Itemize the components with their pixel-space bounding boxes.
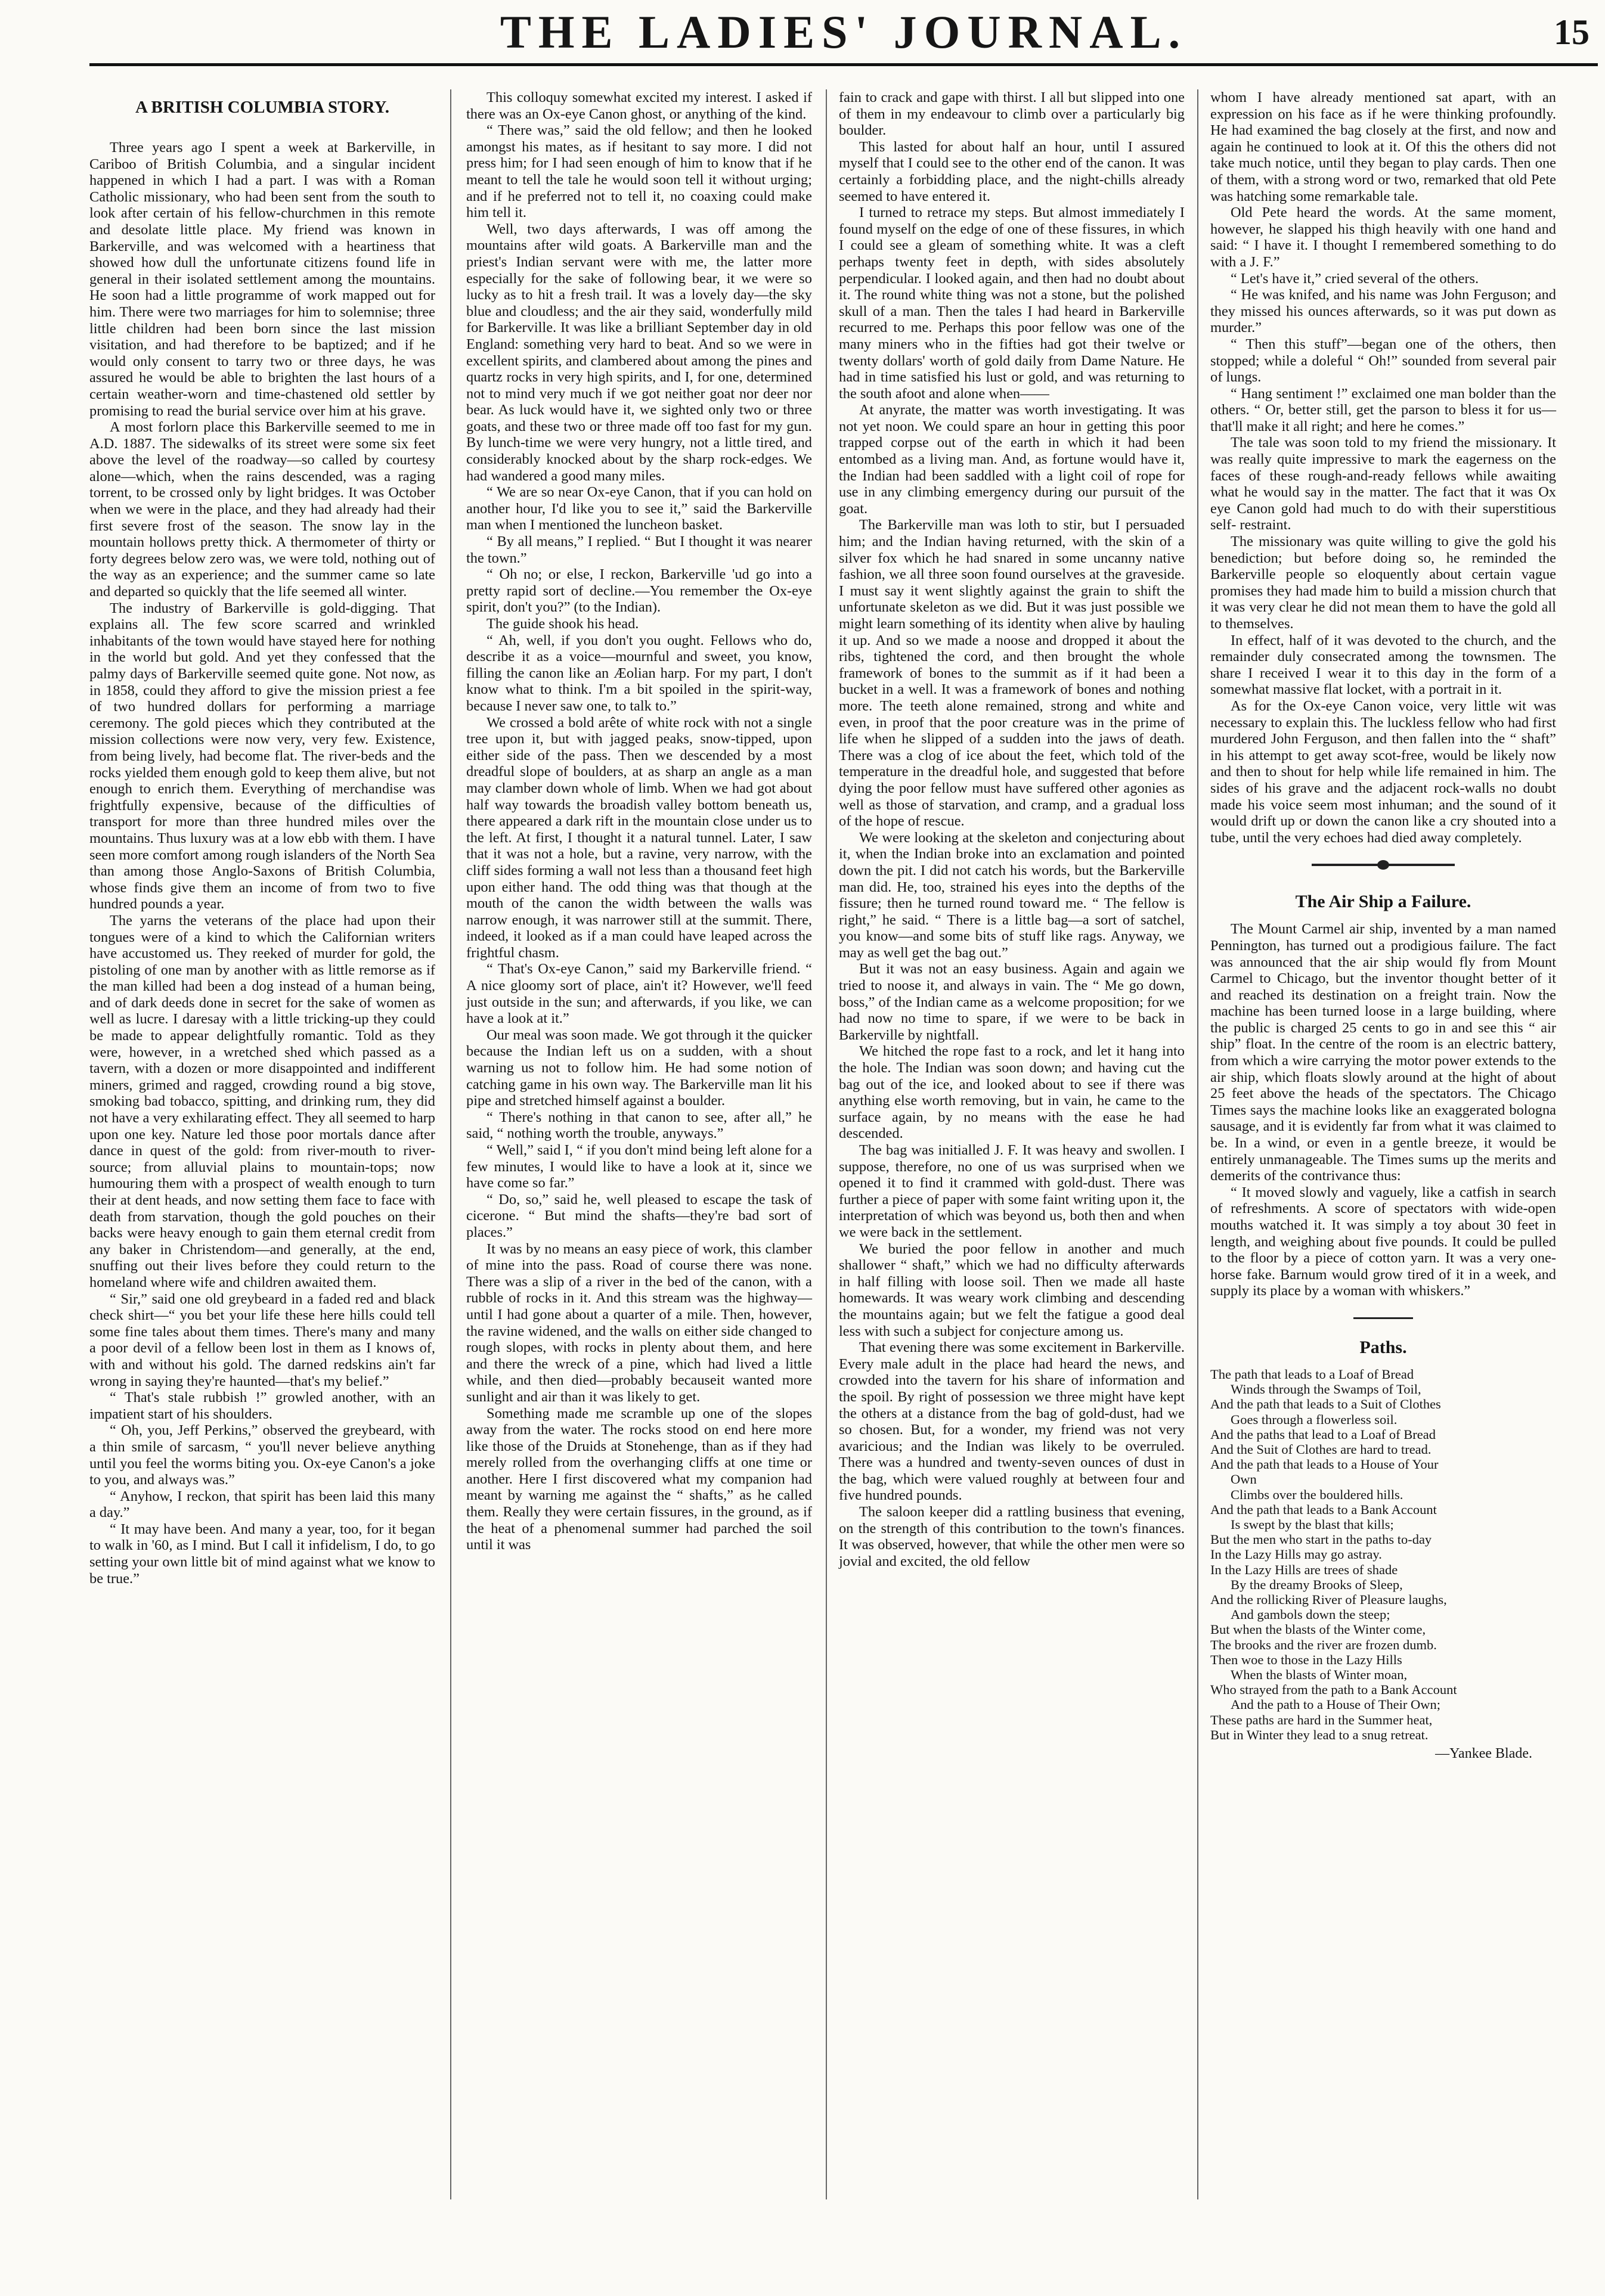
paragraph: “ We are so near Ox-eye Canon, that if you can hold on another hour, I'd like you to see it,” said the Barkerville man when I mentioned the luncheon basket. xyxy=(466,484,812,533)
paragraph: “ Hang sentiment !” exclaimed one man bolder than the others. “ Or, better still, get the parson to bless it for us—that'll make it all right; and here he comes.” xyxy=(1210,385,1556,435)
paragraph: In effect, half of it was devoted to the church, and the remainder duly consecrated among the townsmen. The share I received I wear it to this day in the form of a somewhat massive flat locket, with a portrait in it. xyxy=(1210,632,1556,698)
poem-line: And the rollicking River of Pleasure laughs, xyxy=(1210,1592,1447,1608)
paragraph: We hitched the rope fast to a rock, and let it hang into the hole. The Indian was soon down; and having cut the bag out of the ice, and looked about to see if there was anything else worth removing, but in vain, he came to the surface again, by no means with the ease he had descended. xyxy=(839,1043,1185,1142)
paragraph: “ There's nothing in that canon to see, after all,” he said, “ nothing worth the trouble, anyways.” xyxy=(466,1109,812,1142)
poem-attribution: —Yankee Blade. xyxy=(1435,1746,1532,1762)
column-2 xyxy=(466,89,812,1553)
paragraph: Well, two days afterwards, I was off among the mountains after wild goats. A Barkerville man and the priest's Indian servant were with me, the latter more especially for the sake of following bear, it we were so lucky as to hit a fresh trail. It was a lovely day—the sky blue and cloudless; and the air they said, wonderfully mild for Barkerville. It was like a brilliant September day in old England: something very hard to beat. And so we were in excellent spirits, and clambered about among the pines and quartz rocks in very high spirits, and I, for one, determined not to mind very much if we got neither goat nor deer nor bear. As luck would have it, we sighted only two or three goats, and these two or three made off too fast for my gun. By lunch-time we were very hungry, not a little tired, and considerably knocked about by the sharp rock-edges. We had wandered a good many miles. xyxy=(466,221,812,484)
paragraph: “ Anyhow, I reckon, that spirit has been laid this many a day.” xyxy=(89,1488,435,1521)
poem-line: In the Lazy Hills are trees of shade xyxy=(1210,1562,1398,1577)
column-3 xyxy=(839,89,1185,1569)
paragraph: The tale was soon told to my friend the missionary. It was really quite impressive to mark the eagerness on the faces of these rough-and-ready fellows while awaiting what he would say in the matter. The fact that it was Ox eye Canon gold had much to do with their superstitious self- restraint. xyxy=(1210,435,1556,533)
column-divider xyxy=(450,89,451,2199)
paragraph: “ By all means,” I replied. “ But I thought it was nearer the town.” xyxy=(466,533,812,566)
paragraph: But it was not an easy business. Again and again we tried to noose it, and always in vain. The “ Me go down, boss,” of the Indian came as a welcome proposition; for we had now no time to spare, if we were to be back in Barkerville by nightfall. xyxy=(839,961,1185,1043)
article-heading-air-ship: The Air Ship a Failure. xyxy=(1295,892,1471,912)
poem-line: And the Suit of Clothes are hard to tread. xyxy=(1210,1441,1432,1457)
paragraph: The guide shook his head. xyxy=(487,616,639,632)
paragraph: “ Sir,” said one old greybeard in a faded red and black check shirt—“ you bet your life these here hills could tell some fine tales about them times. There's many and many a poor devil of a fellow been lost in them as I knows of, with and without his gold. The darned redskins ain't far wrong in saying they're haunted—that's my belief.” xyxy=(89,1290,435,1389)
paragraph: “ Then this stuff”—began one of the others, then stopped; while a doleful “ Oh!” sounded from several pair of lungs. xyxy=(1210,336,1556,386)
column-divider xyxy=(1197,89,1198,2199)
poem-line: In the Lazy Hills may go astray. xyxy=(1210,1547,1382,1562)
ornamental-divider xyxy=(1312,864,1455,866)
poem-line: Who strayed from the path to a Bank Account xyxy=(1210,1682,1457,1698)
short-rule xyxy=(1353,1317,1413,1319)
paragraph: Our meal was soon made. We got through it the quicker because the Indian left us on a sudden, with a shout warning us not to follow him. He had some notion of catching game in his own way. The Barkerville man lit his pipe and stretched himself against a boulder. xyxy=(466,1026,812,1109)
paragraph: This colloquy somewhat excited my interest. I asked if there was an Ox-eye Canon ghost, or anything of the kind. xyxy=(466,89,812,122)
paragraph: The yarns the veterans of the place had upon their tongues were of a kind to which the Californian writers have accustomed us. They reeked of murder for gold, the pistoling of one man by another with as little remorse as if the man killed had been a dog instead of a human being, and of dark deeds done in secret for the sake of women as well as lucre. I daresay with a little tricking-up they could be made to appear delightfully romantic. Told as they were, however, in a wretched shed which passed as a tavern, with a dozen or more disappointed and indifferent miners, grimed and ragged, crowding round a big stove, smoking bad tobacco, spitting, and drinking rum, they did not have a very exhilarating effect. They all seemed to harp upon one key. Nature led those poor mortals dance after dance in quest of the gold: from river-mouth to river-source; from alluvial plains to mountain-tops; now humouring them with a prospect of wealth enough to turn their at dent heads, and now setting them face to face with death from starvation, though the gold pouches on their backs were heavy enough to gain them eternal credit from any baker in Christendom—and generally, at the end, snuffing out their lives before they could return to the homeland where wife and children awaited them. xyxy=(89,912,435,1290)
paragraph: A most forlorn place this Barkerville seemed to me in A.D. 1887. The sidewalks of its street were some six feet above the level of the roadway—so called by courtesy alone—which, when the rains descended, was a raging torrent, to be crossed only by light bridges. It was October when we were in the place, and they had already had their first severe frost of the season. The snow lay in the mountain hollows pretty thick. A thermometer of thirty or forty degrees below zero was, we were told, nothing out of the way as an experience; and the summer came so late and departed so quickly that the life seemed all winter. xyxy=(89,419,435,600)
paragraph: “ Let's have it,” cried several of the others. xyxy=(1231,270,1479,287)
paragraph: fain to crack and gape with thirst. I all but slipped into one of them in my endeavour to climb over a particularly big boulder. xyxy=(839,89,1185,139)
paragraph: “ Ah, well, if you don't you ought. Fellows who do, describe it as a voice—mournful and sweet, you know, filling the canon like an Æolian harp. For my part, I don't know what to think. I'm a bit spoiled in the spirit-way, because I never saw one, to talk to.” xyxy=(466,632,812,714)
poem-line: And the path that leads to a Suit of Clothes xyxy=(1210,1397,1441,1412)
poem-line: Then woe to those in the Lazy Hills xyxy=(1210,1652,1402,1667)
journal-title: THE LADIES' JOURNAL. xyxy=(500,6,1188,58)
paragraph: We crossed a bold arête of white rock with not a single tree upon it, but with jagged peaks, snow-tipped, upon either side of the pass. Then we descended by a most dreadful slope of boulders, at as sharp an angle as a man may clamber down whole of limb. When we had got about half way towards the broadish valley bottom beneath us, there appeared a dark rift in the mountain close under us to the left. At first, I thought it a natural tunnel. Later, I saw that it was not a hole, but a ravine, very narrow, with the cliff sides forming a wall not less than a thousand feet high upon either hand. The odd thing was that though at the mouth of the canon the width between the walls was narrow enough, it was narrower still at the summit. There, indeed, it looked as if a man could have leaped across the frightful chasm. xyxy=(466,714,812,961)
paragraph: “ That's stale rubbish !” growled another, with an impatient start of his shoulders. xyxy=(89,1389,435,1422)
paragraph: The saloon keeper did a rattling business that evening, on the strength of this contribution to the town's finances. It was observed, however, that while the other men were so jovial and excited, the old fellow xyxy=(839,1504,1185,1569)
paragraph: This lasted for about half an hour, until I assured myself that I could see to the other end of the canon. It was certainly a forbidding place, and the night-chills already seemed to have entered it. xyxy=(839,138,1185,204)
poem-line: The brooks and the river are frozen dumb. xyxy=(1210,1637,1437,1652)
poem-line: These paths are hard in the Summer heat, xyxy=(1210,1712,1433,1727)
poem xyxy=(1210,1367,1556,1742)
paragraph: We were looking at the skeleton and conjecturing about it, when the Indian broke into an exclamation and pointed down the pit. I did not catch his words, but the Barkerville man did. He, too, strained his eyes into the depths of the fissure; then he turned round toward me. “ The fellow is right,” he said. “ There is a little bag—a sort of satchel, you know—and some bits of stuff like rags. Anyway, we may as well get the bag out.” xyxy=(839,829,1185,961)
paragraph: That evening there was some excitement in Barkerville. Every male adult in the place had heard the news, and crowded into the tavern for his share of information and the spoil. By right of possession we three might have kept the others at a distance from the bag of gold-dust, had we so chosen. But, for a wonder, my friend was not very avaricious; and the Indian was likely to be overruled. There was a hundred and twenty-seven ounces of dust in the bag, which were valued roughly at between four and five hundred pounds. xyxy=(839,1339,1185,1504)
article-heading: A BRITISH COLUMBIA STORY. xyxy=(135,98,390,117)
paragraph: “ Do, so,” said he, well pleased to escape the task of cicerone. “ But mind the shafts—they're bad sort of places.” xyxy=(466,1191,812,1240)
poem-line: Winds through the Swamps of Toil, xyxy=(1231,1382,1421,1397)
column-1 xyxy=(89,89,435,1587)
poem-line: Own xyxy=(1231,1472,1257,1487)
paragraph: I turned to retrace my steps. But almost immediately I found myself on the edge of one of these fissures, in which I could see a gleam of something white. It was a cleft perhaps twenty feet in depth, with sides absolutely perpendicular. I looked again, and then had no doubt about it. The round white thing was not a stone, but the polished skull of a man. Then the tales I had heard in Barkerville recurred to me. Perhaps this poor fellow was one of the many miners who in the fifties had got their twelve or twenty dollars' worth of gold daily from Dame Nature. He had in time satisfied his lust or gold, and was returning to the south afoot and alone when—— xyxy=(839,204,1185,402)
poem-line: But in Winter they lead to a snug retreat. xyxy=(1210,1727,1429,1742)
paragraph: “ That's Ox-eye Canon,” said my Barkerville friend. “ A nice gloomy sort of place, ain't it? However, we'll feed just outside in the sun; and afterwards, if you like, we can have a look at it.” xyxy=(466,961,812,1027)
poem-line: But when the blasts of the Winter come, xyxy=(1210,1622,1426,1637)
poem-line: And the path that leads to a House of Your xyxy=(1210,1457,1439,1472)
paragraph: “ It may have been. And many a year, too, for it began to walk in '60, as I mind. But I call it infidelism, I do, to go setting your own little bit of mind against what we know to be true.” xyxy=(89,1521,435,1587)
paragraph: “ It moved slowly and vaguely, like a catfish in search of refreshments. A score of spectators with wide-open mouths watched it. It was simply a toy about 30 feet in length, and weighing about five pounds. It could be pulled to the floor by a piece of cotton yarn. It was a very one-horse fake. Barnum would grow tired of it in a week, and supply its place by a woman with whiskers.” xyxy=(1210,1184,1556,1299)
poem-line: Climbs over the bouldered hills. xyxy=(1231,1487,1403,1502)
column-4 xyxy=(1210,89,1556,1763)
page-number: 15 xyxy=(1554,13,1589,52)
poem-line: And gambols down the steep; xyxy=(1231,1607,1390,1622)
poem-line: Is swept by the blast that kills; xyxy=(1231,1517,1394,1532)
paragraph: The Mount Carmel air ship, invented by a man named Pennington, has turned out a prodigious failure. The fact was announced that the air ship would fly from Mount Carmel to Chicago, but the inventor thought better of it and reached its destination on a freight train. Now the machine has been turned loose in a large building, where the public is charged 25 cents to go in and see this “ air ship” float. In the centre of the room is an electric battery, from which a wire carrying the motor power extends to the air ship, which floats slowly around at the hight of about 25 feet above the heads of the spectators. The Chicago Times says the machine looks like an exaggerated bologna sausage, and it is evidently far from what it was claimed to be. In a wind, or even in a gentle breeze, it would be entirely unmanageable. The Times sums up the merits and demerits of the contrivance thus: xyxy=(1210,921,1556,1184)
paragraph: At anyrate, the matter was worth investigating. It was not yet noon. We could spare an hour in getting this poor trapped corpse out of the earth in which it had been entombed as a living man. And, as fortune would have it, the Indian had been saddled with a light coil of rope for use in any climbing emergency during our pursuit of the goat. xyxy=(839,402,1185,517)
poem-line: And the path that leads to a Bank Account xyxy=(1210,1501,1437,1517)
masthead xyxy=(89,1,1598,72)
poem-line: The path that leads to a Loaf of Bread xyxy=(1210,1366,1414,1382)
paragraph: The Barkerville man was loth to stir, but I persuaded him; and the Indian having returned, with the skin of a silver fox which he had snared in some uncanny native fashion, we all three soon found ourselves at the graveside. I must say it went slightly against the grain to shift the unfortunate skeleton as we did. But it was just possible we might learn something of its identity when alive by hauling it up. And so we made a noose and dropped it about the ribs, tightened the cord, and then brought the whole framework of bones to the summit as if it had been a bucket in a well. It was a framework of bones and nothing more. The teeth alone remained, strong and white and even, in proof that the poor creature was in the prime of life when he slipped of a sudden into the jaws of death. There was a clog of ice about the feet, which told of the temperature in the dreadful hole, and suggested that before dying the poor fellow must have suffered other agonies as well as those of starvation, and cramp, and a gradual loss of the hope of rescue. xyxy=(839,517,1185,830)
paragraph: Old Pete heard the words. At the same moment, however, he slapped his thigh heavily with one hand and said: “ I have it. I thought I remembered something to do with a J. F.” xyxy=(1210,204,1556,270)
poem-line: By the dreamy Brooks of Sleep, xyxy=(1231,1577,1403,1592)
column-divider xyxy=(826,89,827,2199)
poem-line: And the path to a House of Their Own; xyxy=(1231,1697,1441,1712)
masthead-rule xyxy=(89,63,1598,66)
paragraph: The missionary was quite willing to give the gold his benediction; but before doing so, he reminded the Barkerville people so eloquently about certain vague promises they had made him to build a mission church that it was very clear he did not mean them to have the gold all to themselves. xyxy=(1210,533,1556,632)
poem-line: When the blasts of Winter moan, xyxy=(1231,1667,1408,1683)
paragraph: It was by no means an easy piece of work, this clamber of mine into the pass. Road of course there was none. There was a slip of a river in the bed of the canon, with a rubble of rocks in it. And this stream was the highway—until I had gone about a quarter of a mile. Then, however, the ravine widened, and the walls on either side changed to rough slopes, with rocks in plenty about them, and here and there the wreck of a pine, which had lived a little while, and then died—probably becauseit wanted more sunlight and air than it was likely to get. xyxy=(466,1240,812,1405)
paragraph: “ Well,” said I, “ if you don't mind being left alone for a few minutes, I would like to have a look at it, since we have come so far.” xyxy=(466,1142,812,1192)
paragraph: Three years ago I spent a week at Barkerville, in Cariboo of British Columbia, and a singular incident happened in which I had a part. I was with a Roman Catholic missionary, who had been sent from the south to look after certain of his fellow-churchmen in this remote and desolate little place. My friend was known in Barkerville, and was welcomed with a heartiness that showed how dull the unfortunate citizens found life in general in their isolated settlement among the mountains. He soon had a little programme of work mapped out for him. There were two marriages for him to solemnise; three little children had been born since the last mission visitation, and had therefore to be baptized; and if he would only consent to tarry two or three days, he was assured he would be able to brighten the last hours of a certain weather-worn and time-chastened old settler by promising to read the burial service over him at his grave. xyxy=(89,139,435,419)
paragraph: We buried the poor fellow in another and much shallower “ shaft,” which we had no difficulty afterwards in half filling with loose soil. Then we made all haste homewards. It was weary work climbing and descending the mountains again; but we felt the fatigue a good deal less with such a subject for conjecture among us. xyxy=(839,1240,1185,1339)
paragraph: Something made me scramble up one of the slopes away from the water. The rocks stood on end here more like those of the Druids at Stonehenge, than as if they had merely rolled from the overhanging cliffs at one time or another. Here I first discovered what my companion had meant by warning me against the “ shafts,” as he called them. Really they were certain fissures, in the ground, as if the heat of a phenomenal summer had parched the soil until it was xyxy=(466,1405,812,1553)
paragraph: “ Oh no; or else, I reckon, Barkerville 'ud go into a pretty rapid sort of decline.—You remember the Ox-eye spirit, don't you?” (to the Indian). xyxy=(466,566,812,616)
paragraph: whom I have already mentioned sat apart, with an expression on his face as if he were thinking profoundly. He had examined the bag closely at the first, and now and again he continued to look at it. Of this the others did not take much notice, until they began to play cards. Then one of them, with a strong word or two, remarked that old Pete was hatching some remarkable tale. xyxy=(1210,89,1556,204)
paragraph: “ There was,” said the old fellow; and then he looked amongst his mates, as if hesitant to say more. I did not press him; for I had seen enough of him to know that if he meant to tell the tale he would soon tell it without urging; and if he preferred not to tell it, no coaxing could make him tell it. xyxy=(466,122,812,221)
poem-title: Paths. xyxy=(1359,1337,1407,1357)
paragraph: The industry of Barkerville is gold-digging. That explains all. The few score scarred and wrinkled inhabitants of the town would have stayed here for nothing in the world but gold. And yet they confessed that the palmy days of Barkerville seemed quite gone. Not now, as in 1858, could they afford to give the mission priest a fee of two hundred dollars for performing a marriage ceremony. The gold pieces which they contributed at the mission collections were now very, very few. Existence, from being lively, had become flat. The river-beds and the rocks yielded them enough gold to keep them alive, but not enough to enrich them. Everything of merchandise was frightfully expensive, because of the difficulties of transport for more than three hundred miles over the mountains. Thus luxury was at a low ebb with them. I have seen more comfort among rough islanders of the North Sea than among those Anglo-Saxons of British Columbia, whose finds give them an income of from two to five hundred pounds a year. xyxy=(89,600,435,913)
paragraph: As for the Ox-eye Canon voice, very little wit was necessary to explain this. The luckless fellow who had first murdered John Ferguson, and then fallen into the “ shaft” in his attempt to get away scot-free, would be likely now and then to shout for help while life remained in him. The sides of his grave and the adjacent rock-walls no doubt made his voice seem most inhuman; and the sound of it would drift up or down the canon like a cry shouted into a tube, until the very echoes had died away completely. xyxy=(1210,697,1556,846)
paragraph: The bag was initialled J. F. It was heavy and swollen. I suppose, therefore, no one of us was surprised when we opened it to find it crammed with gold-dust. There was further a piece of paper with some faint writing upon it, the interpretation of which was beyond us, both then and when we were back in the settlement. xyxy=(839,1142,1185,1240)
paragraph: “ Oh, you, Jeff Perkins,” observed the greybeard, with a thin smile of sarcasm, “ you'll never believe anything until you feel the worms biting you. Ox-eye Canon's a joke to you, and always was.” xyxy=(89,1422,435,1488)
paragraph: “ He was knifed, and his name was John Ferguson; and they missed his ounces afterwards, so it was put down as murder.” xyxy=(1210,287,1556,336)
poem-line: And the paths that lead to a Loaf of Bread xyxy=(1210,1426,1436,1442)
poem-line: Goes through a flowerless soil. xyxy=(1231,1411,1398,1427)
poem-line: But the men who start in the paths to-day xyxy=(1210,1532,1432,1547)
